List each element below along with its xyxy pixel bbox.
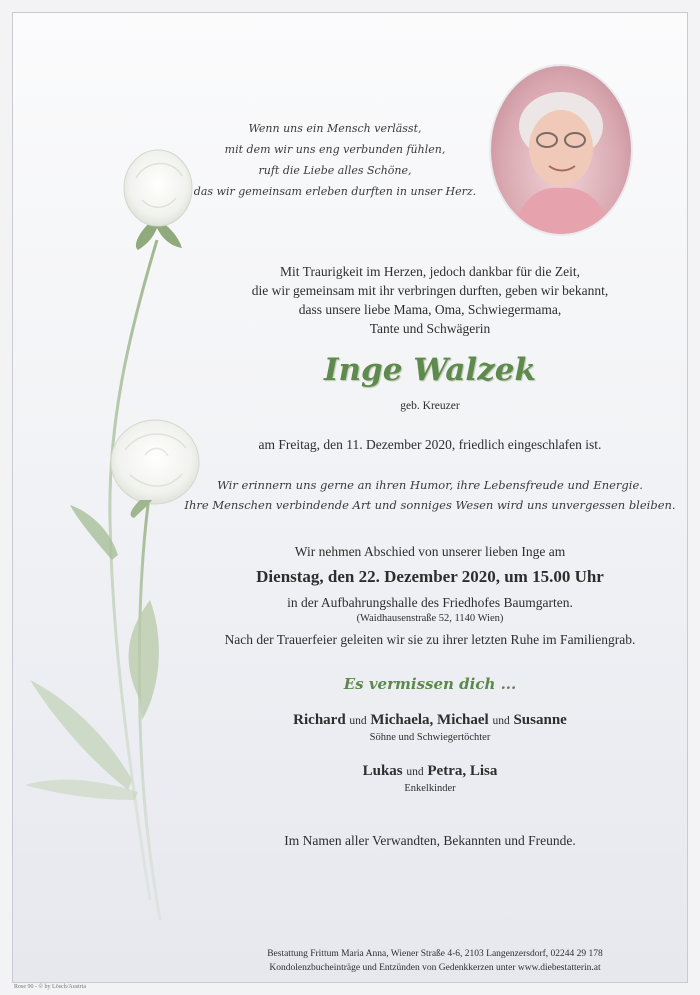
footer-line: Kondolenzbucheinträge und Entzünden von Gedenkkerzen unter www.diebestatterin.at bbox=[269, 963, 601, 973]
conjunction: und bbox=[492, 715, 510, 727]
children-role: Söhne und Schwiegertöchter bbox=[369, 732, 491, 743]
poem-line: ruft die Liebe alles Schöne, bbox=[258, 164, 412, 177]
footer-line: Bestattung Frittum Maria Anna, Wiener Straße 4-6, 2103 Langenzersdorf, 02244 29 178 bbox=[267, 949, 603, 959]
ceremony-address: (Waidhausenstraße 52, 1140 Wien) bbox=[356, 613, 504, 624]
image-credit: Rose 90 - © by Lösch/Austria bbox=[14, 984, 87, 990]
children-names bbox=[200, 712, 660, 729]
deceased-name: Inge Walzek bbox=[323, 352, 537, 388]
funeral-home-footer bbox=[200, 947, 670, 975]
grandchildren-role: Enkelkinder bbox=[404, 783, 456, 794]
poem bbox=[190, 118, 480, 202]
intro-line: Tante und Schwägerin bbox=[369, 321, 491, 336]
conjunction: und bbox=[406, 766, 424, 778]
grandchildren-names bbox=[280, 763, 580, 780]
family-name: Susanne bbox=[513, 712, 567, 728]
intro-line: die wir gemeinsam mit ihr verbringen durften, geben wir bekannt, bbox=[251, 283, 609, 298]
family-name: Michaela, Michael bbox=[370, 712, 489, 728]
memory-line: Ihre Menschen verbindende Art und sonniges Wesen wird uns unvergessen bleiben. bbox=[184, 498, 676, 512]
death-date-line: am Freitag, den 11. Dezember 2020, friedlich eingeschlafen ist. bbox=[258, 437, 602, 452]
closing-line: Im Namen aller Verwandten, Bekannten und Freunde. bbox=[284, 833, 576, 848]
farewell-date: Dienstag, den 22. Dezember 2020, um 15.00 Uhr bbox=[256, 567, 604, 586]
ceremony-location: in der Aufbahrungshalle des Friedhofes Baumgarten. bbox=[287, 595, 573, 610]
intro-line: dass unsere liebe Mama, Oma, Schwiegermama, bbox=[298, 302, 562, 317]
maiden-name: geb. Kreuzer bbox=[400, 400, 460, 412]
mourners-heading: Es vermissen dich ... bbox=[343, 675, 517, 693]
family-name: Petra, Lisa bbox=[427, 763, 498, 779]
after-ceremony: Nach der Trauerfeier geleiten wir sie zu ihrer letzten Ruhe im Familiengrab. bbox=[224, 632, 636, 647]
poem-line: Wenn uns ein Mensch verlässt, bbox=[248, 122, 422, 135]
portrait-photo bbox=[491, 66, 631, 234]
intro-line: Mit Traurigkeit im Herzen, jedoch dankbar für die Zeit, bbox=[280, 264, 580, 279]
poem-line: das wir gemeinsam erleben durften in unser Herz. bbox=[193, 185, 477, 198]
family-name: Richard bbox=[293, 712, 346, 728]
announcement-intro bbox=[200, 262, 660, 338]
memory-line: Wir erinnern uns gerne an ihren Humor, ihre Lebensfreude und Energie. bbox=[217, 478, 643, 492]
farewell-intro: Wir nehmen Abschied von unserer lieben Inge am bbox=[294, 544, 566, 559]
memory-text bbox=[175, 475, 685, 515]
poem-line: mit dem wir uns eng verbunden fühlen, bbox=[224, 143, 446, 156]
family-name: Lukas bbox=[362, 763, 403, 779]
conjunction: und bbox=[349, 715, 367, 727]
